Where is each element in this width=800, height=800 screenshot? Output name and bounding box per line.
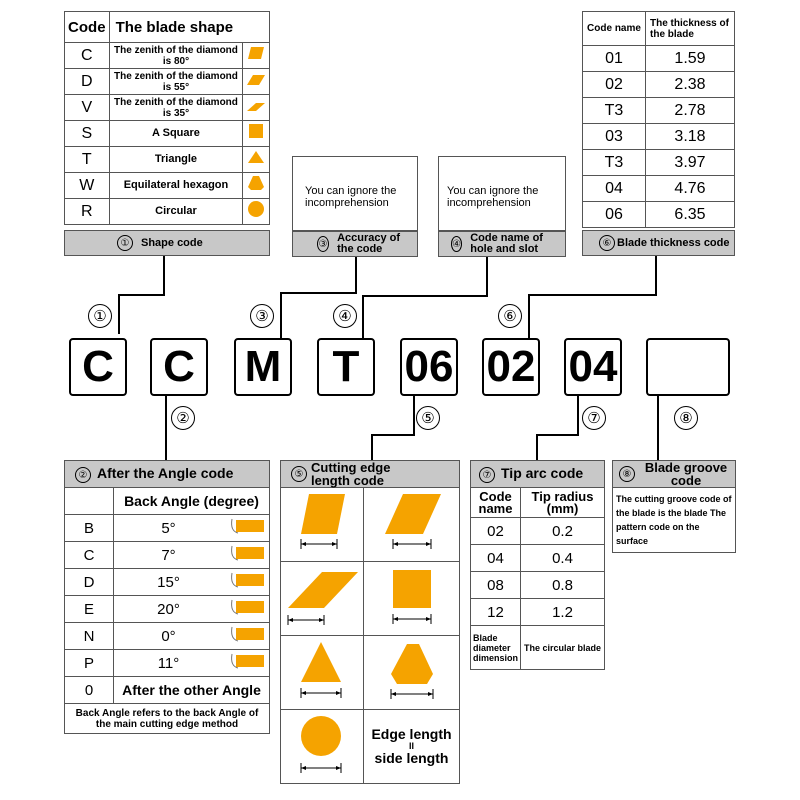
connector-line: [528, 294, 657, 296]
shape-code: S: [65, 121, 110, 147]
shape-code: W: [65, 173, 110, 199]
tip-arc-table: [470, 460, 605, 670]
thickness-value: 2.38: [646, 72, 735, 98]
caption-number: ⑥: [599, 235, 615, 251]
square-icon: [243, 121, 270, 147]
angle-blank-cell: [65, 488, 114, 515]
edge-length-legend: [364, 710, 460, 784]
connector-line: [413, 396, 415, 436]
thickness-value: 4.76: [646, 176, 735, 202]
position-number-4: ④: [333, 304, 357, 328]
angle-table-title: [65, 461, 270, 488]
shape-desc: The zenith of the diamond is 35°: [109, 95, 243, 121]
edge-table-title: [281, 461, 460, 488]
shape-desc: Triangle: [109, 147, 243, 173]
edge-length-shape-cell: [281, 636, 364, 710]
connector-line: [118, 294, 120, 334]
code-box-tip-arc: 04: [564, 338, 622, 396]
caption-number: ③: [317, 236, 329, 252]
connector-line: [371, 434, 373, 460]
connector-line: [371, 434, 415, 436]
groove-title-text: Blade groove code: [644, 460, 728, 488]
tip-code: 02: [471, 518, 521, 545]
accuracy-note: You can ignore the incomprehension: [305, 185, 397, 209]
rhombus-80-icon: [243, 43, 270, 69]
angle-code: P: [65, 650, 114, 677]
triangle-icon: [243, 147, 270, 173]
thickness-value: 2.78: [646, 98, 735, 124]
connector-line: [362, 295, 364, 338]
groove-description: The cutting groove code of the blade is the blade The pattern code on the surface: [613, 488, 736, 553]
angle-note: Back Angle refers to the back Angle of the main cutting edge method: [65, 704, 270, 734]
code-box-groove: [646, 338, 730, 396]
back-angle-icon: [223, 623, 270, 650]
angle-other: After the other Angle: [114, 677, 270, 704]
trigon-edge-icon: [377, 638, 447, 702]
back-angle-icon: [223, 542, 270, 569]
edge-title-text: Cutting edge length code: [311, 460, 391, 488]
connector-line: [657, 396, 659, 460]
accuracy-caption: [292, 231, 418, 257]
connector-line: [280, 292, 357, 294]
circle-edge-icon: [287, 712, 357, 776]
shape-table-shape-header: The blade shape: [109, 12, 269, 43]
caption-label: Blade thickness code: [617, 237, 730, 249]
thickness-code-header: Code name: [583, 12, 646, 46]
angle-value: 7°: [114, 542, 224, 569]
code-box-thickness: 02: [482, 338, 540, 396]
tip-radius-header: Tip radius (mm): [521, 488, 605, 518]
edge-length-shape-cell: [364, 562, 460, 636]
thickness-caption: [582, 230, 735, 256]
shape-desc: The zenith of the diamond is 55°: [109, 69, 243, 95]
hole-caption: [438, 231, 566, 257]
thickness-value: 3.97: [646, 150, 735, 176]
hole-note: You can ignore the incomprehension: [447, 185, 539, 209]
tip-code: 12: [471, 599, 521, 626]
back-angle-icon: [223, 596, 270, 623]
angle-code: D: [65, 569, 114, 596]
shape-desc: Circular: [109, 199, 243, 225]
connector-line: [486, 257, 488, 297]
rhombus-35-edge-icon: [282, 564, 362, 628]
connector-line: [165, 396, 167, 460]
edge-length-shape-cell: [281, 710, 364, 784]
connector-line: [362, 295, 488, 297]
connector-line: [536, 434, 579, 436]
rhombus-35-icon: [243, 95, 270, 121]
connector-line: [355, 257, 357, 293]
position-number-2: ②: [171, 406, 195, 430]
connector-line: [163, 256, 165, 296]
connector-line: [528, 294, 530, 338]
connector-line: [280, 292, 282, 338]
trigon-icon: [243, 173, 270, 199]
tip-radius: 1.2: [521, 599, 605, 626]
thickness-code: 01: [583, 46, 646, 72]
code-box-accuracy: M: [234, 338, 292, 396]
shape-desc: The zenith of the diamond is 80°: [109, 43, 243, 69]
thickness-code: 06: [583, 202, 646, 228]
shape-code: C: [65, 43, 110, 69]
shape-code-caption: [64, 230, 270, 256]
caption-number: ①: [117, 235, 133, 251]
angle-value: 0°: [114, 623, 224, 650]
caption-label: Shape code: [141, 237, 203, 249]
angle-value: 20°: [114, 596, 224, 623]
back-angle-table: [64, 460, 270, 734]
tip-code: 08: [471, 572, 521, 599]
thickness-value: 6.35: [646, 202, 735, 228]
angle-header: Back Angle (degree): [114, 488, 270, 515]
rhombus-55-edge-icon: [377, 490, 447, 554]
triangle-edge-icon: [287, 638, 357, 702]
angle-code: B: [65, 515, 114, 542]
thickness-code: T3: [583, 98, 646, 124]
caption-number: ④: [451, 236, 462, 252]
back-angle-icon: [223, 515, 270, 542]
thickness-value: 3.18: [646, 124, 735, 150]
code-box-shape: C: [69, 338, 127, 396]
angle-code: 0: [65, 677, 114, 704]
angle-title-text: After the Angle code: [97, 464, 234, 481]
connector-line: [655, 256, 657, 296]
position-number-6: ⑥: [498, 304, 522, 328]
tip-radius: 0.8: [521, 572, 605, 599]
tip-diameter-label: Blade diameter dimension: [471, 626, 521, 670]
edge-length-shape-cell: [364, 488, 460, 562]
back-angle-icon: [223, 569, 270, 596]
shape-desc: Equilateral hexagon: [109, 173, 243, 199]
connector-line: [536, 434, 538, 460]
groove-code-table: [612, 460, 736, 553]
code-box-edge-length: 06: [400, 338, 458, 396]
tip-radius: 0.4: [521, 545, 605, 572]
title-number: ⑤: [291, 466, 307, 482]
thickness-code: 02: [583, 72, 646, 98]
thickness-code: 03: [583, 124, 646, 150]
back-angle-icon: [223, 650, 270, 677]
connector-line: [118, 294, 165, 296]
tip-diameter-value: The circular blade: [521, 626, 605, 670]
shape-code-table: [64, 11, 270, 225]
tip-radius: 0.2: [521, 518, 605, 545]
rhombus-55-icon: [243, 69, 270, 95]
connector-line: [577, 396, 579, 436]
edge-length-shape-cell: [364, 636, 460, 710]
angle-code: E: [65, 596, 114, 623]
shape-code: T: [65, 147, 110, 173]
tip-table-title: [471, 461, 605, 488]
circle-icon: [243, 199, 270, 225]
shape-table-code-header: Code: [65, 12, 110, 43]
position-number-3: ③: [250, 304, 274, 328]
tip-title-text: Tip arc code: [501, 464, 584, 481]
thickness-value-header: The thickness of the blade: [646, 12, 735, 46]
accuracy-code-box: [292, 156, 418, 231]
title-number: ⑧: [619, 466, 635, 482]
code-box-hole: T: [317, 338, 375, 396]
title-number: ②: [75, 467, 91, 483]
thickness-code: 04: [583, 176, 646, 202]
code-box-angle: C: [150, 338, 208, 396]
hole-code-box: [438, 156, 566, 231]
angle-value: 5°: [114, 515, 224, 542]
thickness-table: [582, 11, 735, 228]
tip-code: 04: [471, 545, 521, 572]
edge-length-table: [280, 460, 460, 784]
position-number-5: ⑤: [416, 406, 440, 430]
shape-desc: A Square: [109, 121, 243, 147]
position-number-8: ⑧: [674, 406, 698, 430]
thickness-value: 1.59: [646, 46, 735, 72]
thickness-code: T3: [583, 150, 646, 176]
edge-legend-equals: II: [408, 741, 414, 751]
shape-code: R: [65, 199, 110, 225]
caption-label: Code name of hole and slot: [470, 232, 543, 255]
edge-legend-line1: Edge length: [371, 726, 452, 742]
angle-code: N: [65, 623, 114, 650]
title-number: ⑦: [479, 467, 495, 483]
caption-label: Accuracy of the code: [337, 232, 401, 255]
groove-table-title: [613, 461, 736, 488]
angle-value: 15°: [114, 569, 224, 596]
angle-code: C: [65, 542, 114, 569]
tip-code-header: Code name: [471, 488, 521, 518]
position-number-1: ①: [88, 304, 112, 328]
shape-code: D: [65, 69, 110, 95]
angle-value: 11°: [114, 650, 224, 677]
shape-code: V: [65, 95, 110, 121]
square-edge-icon: [377, 564, 447, 628]
edge-legend-line2: side length: [374, 750, 449, 766]
edge-length-shape-cell: [281, 488, 364, 562]
edge-length-shape-cell: [281, 562, 364, 636]
rhombus-80-edge-icon: [287, 490, 357, 554]
position-number-7: ⑦: [582, 406, 606, 430]
